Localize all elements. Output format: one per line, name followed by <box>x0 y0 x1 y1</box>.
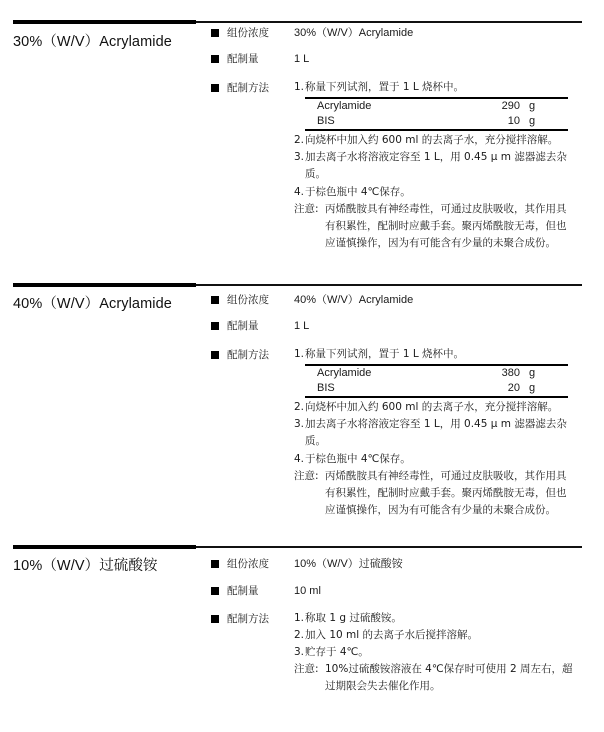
reagent-table <box>305 97 568 131</box>
square-bullet-icon <box>211 587 219 595</box>
step-1: 1. 称量下列试剂，置于 1 L 烧杯中。 <box>294 81 465 93</box>
section-title: 30%（W/V）Acrylamide <box>13 34 172 50</box>
note: 注意: 丙烯酰胺具有神经毒性，可通过皮肤吸收，其作用具 有积累性，配制时应戴手套。聚丙烯酰胺无毒，但也 应谨慎操作，因为有可能含有少量的未聚合成份。 <box>294 470 567 516</box>
field-value: 30%（W/V）Acrylamide <box>294 27 414 39</box>
step-3-continued: 质。 <box>305 435 326 447</box>
field-label: 组份浓度 <box>227 558 269 570</box>
step-1: 1. 称量下列试剂，置于 1 L 烧杯中。 <box>294 348 465 360</box>
section-divider-accent <box>13 20 196 24</box>
method-steps <box>294 346 584 519</box>
field-label: 组份浓度 <box>227 27 269 39</box>
step-3: 3. 加去离子水将溶液定容至 1 L，用 0.45 μ m 滤器滤去杂 <box>294 151 567 163</box>
step-4: 4. 于棕色瓶中 4℃保存。 <box>294 453 411 465</box>
step-3: 3. 贮存于 4℃。 <box>294 646 369 658</box>
reagent-row: Acrylamide 290 g <box>317 100 536 112</box>
section-divider-accent <box>13 283 196 287</box>
method-steps <box>294 79 584 252</box>
square-bullet-icon <box>211 322 219 330</box>
field-label: 组份浓度 <box>227 294 269 306</box>
step-2: 2. 向烧杯中加入约 600 ml 的去离子水，充分搅拌溶解。 <box>294 401 559 413</box>
step-1: 1. 称取 1 g 过硫酸铵。 <box>294 612 402 624</box>
field-value: 10%（W/V）过硫酸铵 <box>294 558 403 570</box>
step-2: 2. 向烧杯中加入约 600 ml 的去离子水，充分搅拌溶解。 <box>294 134 559 146</box>
square-bullet-icon <box>211 296 219 304</box>
square-bullet-icon <box>211 351 219 359</box>
field-value: 40%（W/V）Acrylamide <box>294 294 414 306</box>
field-label: 配制量 <box>227 320 259 332</box>
field-value: 1 L <box>294 320 310 332</box>
square-bullet-icon <box>211 29 219 37</box>
note: 注意: 丙烯酰胺具有神经毒性，可通过皮肤吸收，其作用具 有积累性，配制时应戴手套。聚丙烯酰胺无毒，但也 应谨慎操作，因为有可能含有少量的未聚合成份。 <box>294 203 567 249</box>
step-3: 3. 加去离子水将溶液定容至 1 L，用 0.45 μ m 滤器滤去杂 <box>294 418 567 430</box>
reagent-row: BIS 10 g <box>317 115 536 127</box>
section-title: 40%（W/V）Acrylamide <box>13 296 172 312</box>
reagent-table <box>305 364 568 398</box>
square-bullet-icon <box>211 560 219 568</box>
field-label: 配制方法 <box>227 82 269 94</box>
section-divider-accent <box>13 545 196 549</box>
field-label: 配制量 <box>227 585 259 597</box>
reagent-row: Acrylamide 380 g <box>317 367 536 379</box>
field-label: 配制方法 <box>227 613 269 625</box>
note: 注意: 10%过硫酸铵溶液在 4℃保存时可使用 2 周左右，超 过期限会失去催化作用。 <box>294 663 573 692</box>
square-bullet-icon <box>211 55 219 63</box>
reagent-row: BIS 20 g <box>317 382 536 394</box>
step-2: 2. 加入 10 ml 的去离子水后搅拌溶解。 <box>294 629 479 641</box>
field-label: 配制量 <box>227 53 259 65</box>
section-title: 10%（W/V）过硫酸铵 <box>13 558 158 574</box>
step-4: 4. 于棕色瓶中 4℃保存。 <box>294 186 411 198</box>
field-label: 配制方法 <box>227 349 269 361</box>
method-steps <box>294 610 584 695</box>
step-3-continued: 质。 <box>305 168 326 180</box>
square-bullet-icon <box>211 615 219 623</box>
field-value: 10 ml <box>294 585 321 597</box>
square-bullet-icon <box>211 84 219 92</box>
field-value: 1 L <box>294 53 310 65</box>
